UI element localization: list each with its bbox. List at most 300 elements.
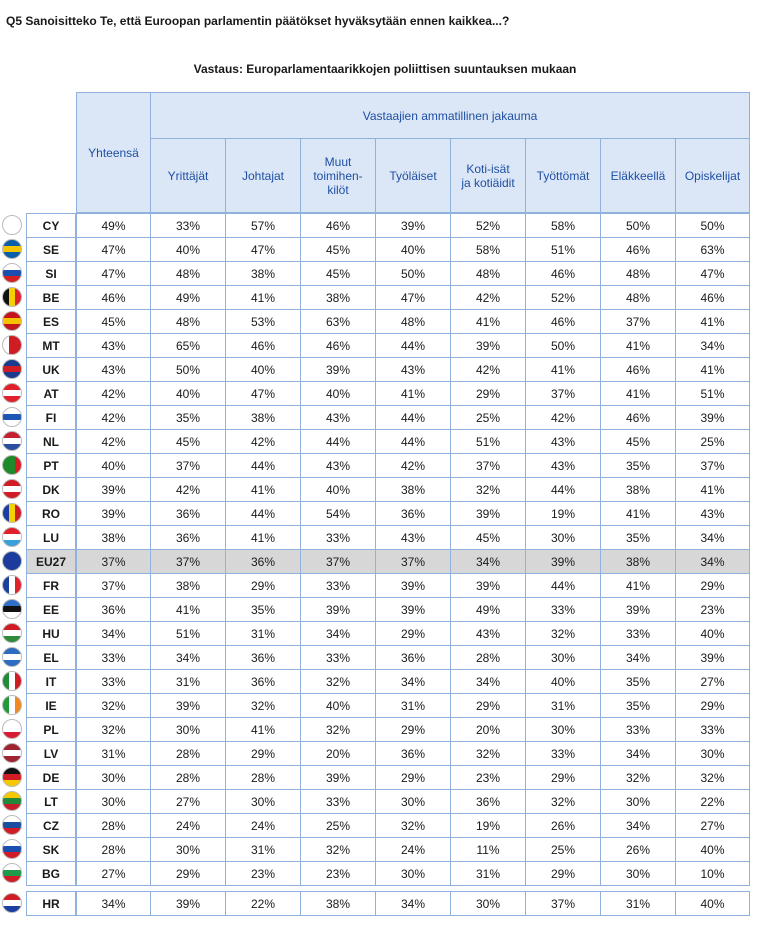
table-cell: 41% — [600, 573, 676, 598]
table-cell: 41% — [225, 525, 301, 550]
table-cell: 29% — [525, 861, 601, 886]
table-cell: 31% — [450, 861, 526, 886]
table-cell: 23% — [300, 861, 376, 886]
table-cell: 39% — [300, 357, 376, 382]
country-code: CY — [26, 213, 76, 238]
table-cell: 32% — [225, 693, 301, 718]
table-cell: 28% — [150, 765, 226, 790]
country-flag-icon — [2, 263, 22, 283]
table-cell: 30% — [525, 717, 601, 742]
table-cell: 29% — [675, 573, 750, 598]
header-group: Vastaajien ammatillinen jakauma — [150, 92, 750, 139]
table-cell: 36% — [225, 549, 301, 574]
table-cell: 43% — [675, 501, 750, 526]
header-col: Yrittäjät — [150, 138, 226, 213]
country-flag-icon — [2, 359, 22, 379]
table-cell: 48% — [450, 261, 526, 286]
country-flag-icon — [2, 671, 22, 691]
table-cell: 31% — [600, 891, 676, 916]
table-cell: 39% — [375, 573, 451, 598]
table-cell: 53% — [225, 309, 301, 334]
table-cell: 51% — [525, 237, 601, 262]
header-col: Koti-isät ja kotiäidit — [450, 138, 526, 213]
country-code: EE — [26, 597, 76, 622]
table-cell: 34% — [300, 621, 376, 646]
country-flag-icon — [2, 791, 22, 811]
table-cell: 49% — [450, 597, 526, 622]
table-cell: 32% — [525, 621, 601, 646]
table-cell: 33% — [300, 789, 376, 814]
country-flag-icon — [2, 893, 22, 913]
table-cell: 33% — [675, 717, 750, 742]
table-cell: 19% — [450, 813, 526, 838]
country-flag-icon — [2, 719, 22, 739]
country-code: DE — [26, 765, 76, 790]
table-cell: 34% — [675, 333, 750, 358]
table-cell: 31% — [225, 621, 301, 646]
country-code: ES — [26, 309, 76, 334]
table-cell: 51% — [450, 429, 526, 454]
table-cell: 36% — [375, 645, 451, 670]
table-cell: 29% — [225, 573, 301, 598]
table-cell: 32% — [675, 765, 750, 790]
country-code: UK — [26, 357, 76, 382]
table-cell: 33% — [76, 645, 151, 670]
table-cell: 30% — [150, 837, 226, 862]
table-cell: 45% — [300, 261, 376, 286]
table-cell: 24% — [225, 813, 301, 838]
table-cell: 30% — [525, 525, 601, 550]
table-cell: 41% — [675, 309, 750, 334]
table-cell: 38% — [600, 477, 676, 502]
country-flag-icon — [2, 479, 22, 499]
table-cell: 28% — [150, 741, 226, 766]
table-cell: 46% — [225, 333, 301, 358]
country-code: LU — [26, 525, 76, 550]
table-cell: 41% — [375, 381, 451, 406]
table-cell: 37% — [600, 309, 676, 334]
country-flag-icon — [2, 767, 22, 787]
table-cell: 36% — [150, 501, 226, 526]
table-cell: 44% — [225, 501, 301, 526]
country-flag-icon — [2, 311, 22, 331]
table-cell: 27% — [675, 669, 750, 694]
table-cell: 32% — [300, 717, 376, 742]
table-cell: 29% — [225, 741, 301, 766]
table-cell: 31% — [150, 669, 226, 694]
table-cell: 49% — [76, 213, 151, 238]
table-cell: 25% — [675, 429, 750, 454]
table-cell: 46% — [525, 261, 601, 286]
table-cell: 63% — [300, 309, 376, 334]
table-cell: 31% — [76, 741, 151, 766]
table-cell: 36% — [150, 525, 226, 550]
table-cell: 30% — [76, 789, 151, 814]
table-cell: 37% — [150, 453, 226, 478]
table-cell: 39% — [150, 693, 226, 718]
table-cell: 39% — [375, 213, 451, 238]
table-cell: 42% — [450, 357, 526, 382]
country-code: FI — [26, 405, 76, 430]
table-cell: 35% — [225, 597, 301, 622]
country-code: LV — [26, 741, 76, 766]
table-cell: 50% — [150, 357, 226, 382]
table-cell: 30% — [450, 891, 526, 916]
country-flag-icon — [2, 335, 22, 355]
table-cell: 46% — [76, 285, 151, 310]
country-code: MT — [26, 333, 76, 358]
table-cell: 40% — [300, 693, 376, 718]
country-code: EL — [26, 645, 76, 670]
country-flag-icon — [2, 575, 22, 595]
header-total: Yhteensä — [76, 92, 151, 213]
table-cell: 41% — [600, 381, 676, 406]
table-cell: 29% — [450, 381, 526, 406]
country-flag-icon — [2, 287, 22, 307]
table-cell: 42% — [375, 453, 451, 478]
table-cell: 25% — [300, 813, 376, 838]
table-cell: 58% — [450, 237, 526, 262]
table-cell: 39% — [450, 333, 526, 358]
table-cell: 36% — [450, 789, 526, 814]
table-cell: 44% — [375, 405, 451, 430]
table-cell: 33% — [525, 597, 601, 622]
table-cell: 47% — [675, 261, 750, 286]
country-code: SI — [26, 261, 76, 286]
country-flag-icon — [2, 239, 22, 259]
table-cell: 34% — [600, 741, 676, 766]
table-cell: 49% — [150, 285, 226, 310]
header-col: Johtajat — [225, 138, 301, 213]
table-cell: 42% — [450, 285, 526, 310]
table-cell: 45% — [150, 429, 226, 454]
country-flag-icon — [2, 863, 22, 883]
table-cell: 40% — [675, 621, 750, 646]
table-cell: 20% — [300, 741, 376, 766]
table-cell: 35% — [600, 453, 676, 478]
table-cell: 34% — [675, 525, 750, 550]
country-flag-icon — [2, 815, 22, 835]
table-cell: 46% — [600, 357, 676, 382]
table-cell: 40% — [225, 357, 301, 382]
country-flag-icon — [2, 647, 22, 667]
table-cell: 30% — [225, 789, 301, 814]
table-cell: 35% — [600, 525, 676, 550]
table-cell: 40% — [300, 477, 376, 502]
table-cell: 29% — [675, 693, 750, 718]
table-cell: 30% — [76, 765, 151, 790]
country-flag-icon — [2, 551, 22, 571]
table-cell: 34% — [600, 645, 676, 670]
table-cell: 31% — [225, 837, 301, 862]
country-flag-icon — [2, 695, 22, 715]
table-cell: 45% — [76, 309, 151, 334]
table-cell: 39% — [375, 597, 451, 622]
table-cell: 31% — [375, 693, 451, 718]
table-cell: 32% — [300, 837, 376, 862]
country-flag-icon — [2, 743, 22, 763]
table-cell: 41% — [450, 309, 526, 334]
table-cell: 40% — [525, 669, 601, 694]
table-cell: 29% — [525, 765, 601, 790]
table-cell: 41% — [600, 501, 676, 526]
table-cell: 40% — [675, 837, 750, 862]
table-cell: 50% — [375, 261, 451, 286]
country-code: BG — [26, 861, 76, 886]
table-cell: 45% — [300, 237, 376, 262]
table-cell: 41% — [675, 357, 750, 382]
table-cell: 29% — [375, 765, 451, 790]
table-cell: 30% — [600, 861, 676, 886]
country-code: RO — [26, 501, 76, 526]
table-cell: 32% — [300, 669, 376, 694]
table-cell: 34% — [675, 549, 750, 574]
table-cell: 32% — [76, 693, 151, 718]
table-cell: 35% — [600, 693, 676, 718]
table-cell: 39% — [450, 501, 526, 526]
country-code: SK — [26, 837, 76, 862]
table-cell: 32% — [450, 741, 526, 766]
table-cell: 52% — [450, 213, 526, 238]
table-cell: 33% — [525, 741, 601, 766]
table-cell: 34% — [600, 813, 676, 838]
country-code: BE — [26, 285, 76, 310]
table-cell: 33% — [300, 525, 376, 550]
table-cell: 38% — [375, 477, 451, 502]
table-cell: 39% — [600, 597, 676, 622]
table-cell: 35% — [150, 405, 226, 430]
table-cell: 41% — [225, 477, 301, 502]
country-flag-icon — [2, 215, 22, 235]
table-cell: 38% — [600, 549, 676, 574]
table-cell: 48% — [375, 309, 451, 334]
table-cell: 37% — [525, 381, 601, 406]
table-cell: 33% — [600, 621, 676, 646]
header-col: Opiskelijat — [675, 138, 750, 213]
table-cell: 46% — [675, 285, 750, 310]
table-cell: 37% — [300, 549, 376, 574]
table-cell: 39% — [76, 501, 151, 526]
table-cell: 41% — [675, 477, 750, 502]
table-cell: 42% — [76, 405, 151, 430]
country-code: DK — [26, 477, 76, 502]
table-cell: 54% — [300, 501, 376, 526]
table-cell: 37% — [76, 573, 151, 598]
table-cell: 39% — [150, 891, 226, 916]
table-cell: 10% — [675, 861, 750, 886]
table-cell: 50% — [675, 213, 750, 238]
table-cell: 47% — [225, 381, 301, 406]
table-cell: 48% — [600, 261, 676, 286]
table-cell: 43% — [375, 525, 451, 550]
table-cell: 34% — [76, 891, 151, 916]
country-flag-icon — [2, 407, 22, 427]
country-code: IT — [26, 669, 76, 694]
table-cell: 38% — [76, 525, 151, 550]
country-flag-icon — [2, 527, 22, 547]
table-cell: 23% — [225, 861, 301, 886]
table-cell: 33% — [600, 717, 676, 742]
table-cell: 51% — [150, 621, 226, 646]
table-cell: 39% — [525, 549, 601, 574]
table-cell: 47% — [76, 261, 151, 286]
table-cell: 44% — [525, 573, 601, 598]
country-code: CZ — [26, 813, 76, 838]
table-cell: 47% — [225, 237, 301, 262]
country-code: IE — [26, 693, 76, 718]
table-cell: 22% — [225, 891, 301, 916]
table-cell: 25% — [525, 837, 601, 862]
country-code: HR — [26, 891, 76, 916]
table-cell: 32% — [525, 789, 601, 814]
table-cell: 46% — [525, 309, 601, 334]
table-cell: 33% — [300, 573, 376, 598]
table-cell: 28% — [76, 813, 151, 838]
table-cell: 32% — [600, 765, 676, 790]
table-cell: 46% — [300, 213, 376, 238]
table-cell: 22% — [675, 789, 750, 814]
table-cell: 58% — [525, 213, 601, 238]
table-cell: 40% — [675, 891, 750, 916]
table-cell: 40% — [375, 237, 451, 262]
table-cell: 37% — [450, 453, 526, 478]
table-cell: 30% — [375, 861, 451, 886]
table-cell: 24% — [375, 837, 451, 862]
country-code: EU27 — [26, 549, 76, 574]
table-cell: 34% — [375, 669, 451, 694]
table-cell: 41% — [150, 597, 226, 622]
table-cell: 26% — [525, 813, 601, 838]
country-flag-icon — [2, 383, 22, 403]
table-cell: 57% — [225, 213, 301, 238]
table-cell: 20% — [450, 717, 526, 742]
table-cell: 43% — [450, 621, 526, 646]
table-cell: 34% — [76, 621, 151, 646]
table-cell: 27% — [675, 813, 750, 838]
table-cell: 41% — [600, 333, 676, 358]
table-cell: 47% — [375, 285, 451, 310]
table-cell: 43% — [525, 429, 601, 454]
table-cell: 37% — [675, 453, 750, 478]
table-cell: 38% — [225, 405, 301, 430]
table-cell: 39% — [675, 645, 750, 670]
table-cell: 44% — [375, 333, 451, 358]
table-cell: 34% — [450, 549, 526, 574]
table-cell: 39% — [450, 573, 526, 598]
country-flag-icon — [2, 455, 22, 475]
table-cell: 65% — [150, 333, 226, 358]
table-cell: 30% — [600, 789, 676, 814]
table-cell: 46% — [600, 237, 676, 262]
table-cell: 34% — [450, 669, 526, 694]
table-cell: 51% — [675, 381, 750, 406]
table-cell: 42% — [76, 429, 151, 454]
table-cell: 39% — [675, 405, 750, 430]
country-code: PT — [26, 453, 76, 478]
table-cell: 44% — [300, 429, 376, 454]
table-cell: 11% — [450, 837, 526, 862]
table-cell: 28% — [450, 645, 526, 670]
table-cell: 42% — [525, 405, 601, 430]
country-flag-icon — [2, 503, 22, 523]
table-cell: 37% — [76, 549, 151, 574]
table-cell: 30% — [675, 741, 750, 766]
table-cell: 38% — [300, 285, 376, 310]
table-cell: 30% — [375, 789, 451, 814]
table-cell: 43% — [300, 453, 376, 478]
table-cell: 50% — [525, 333, 601, 358]
table-cell: 42% — [225, 429, 301, 454]
table-cell: 40% — [150, 381, 226, 406]
table-cell: 32% — [450, 477, 526, 502]
table-cell: 41% — [225, 717, 301, 742]
header-col: Eläkkeellä — [600, 138, 676, 213]
table-cell: 40% — [300, 381, 376, 406]
table-cell: 46% — [600, 405, 676, 430]
table-cell: 43% — [76, 333, 151, 358]
table-cell: 50% — [600, 213, 676, 238]
table-cell: 27% — [150, 789, 226, 814]
table-cell: 37% — [525, 891, 601, 916]
country-code: NL — [26, 429, 76, 454]
table-cell: 37% — [150, 549, 226, 574]
table-cell: 43% — [76, 357, 151, 382]
table-cell: 29% — [375, 717, 451, 742]
table-cell: 29% — [450, 693, 526, 718]
table-cell: 38% — [225, 261, 301, 286]
table-cell: 32% — [375, 813, 451, 838]
table-cell: 43% — [300, 405, 376, 430]
table-cell: 26% — [600, 837, 676, 862]
country-code: FR — [26, 573, 76, 598]
question-title: Q5 Sanoisitteko Te, että Euroopan parlamentin päätökset hyväksytään ennen kaikkea...? — [6, 14, 510, 28]
table-cell: 37% — [375, 549, 451, 574]
table-cell: 25% — [450, 405, 526, 430]
table-cell: 24% — [150, 813, 226, 838]
table-cell: 45% — [450, 525, 526, 550]
table-cell: 48% — [600, 285, 676, 310]
table-cell: 39% — [300, 597, 376, 622]
table-subtitle: Vastaus: Europarlamentaarikkojen poliittisen suuntauksen mukaan — [193, 62, 577, 76]
table-cell: 41% — [525, 357, 601, 382]
country-flag-icon — [2, 431, 22, 451]
table-cell: 52% — [525, 285, 601, 310]
table-cell: 42% — [76, 381, 151, 406]
header-col: Muut toimihen-kilöt — [300, 138, 376, 213]
table-cell: 39% — [300, 765, 376, 790]
table-cell: 47% — [76, 237, 151, 262]
country-flag-icon — [2, 599, 22, 619]
table-cell: 46% — [300, 333, 376, 358]
header-col: Työläiset — [375, 138, 451, 213]
table-cell: 43% — [525, 453, 601, 478]
table-cell: 41% — [225, 285, 301, 310]
table-cell: 36% — [225, 669, 301, 694]
country-code: PL — [26, 717, 76, 742]
table-cell: 32% — [76, 717, 151, 742]
country-flag-icon — [2, 839, 22, 859]
table-cell: 40% — [76, 453, 151, 478]
table-cell: 19% — [525, 501, 601, 526]
country-flag-icon — [2, 623, 22, 643]
table-cell: 34% — [150, 645, 226, 670]
table-cell: 36% — [375, 741, 451, 766]
table-cell: 38% — [300, 891, 376, 916]
table-cell: 36% — [375, 501, 451, 526]
table-cell: 23% — [450, 765, 526, 790]
table-cell: 33% — [150, 213, 226, 238]
table-cell: 35% — [600, 669, 676, 694]
